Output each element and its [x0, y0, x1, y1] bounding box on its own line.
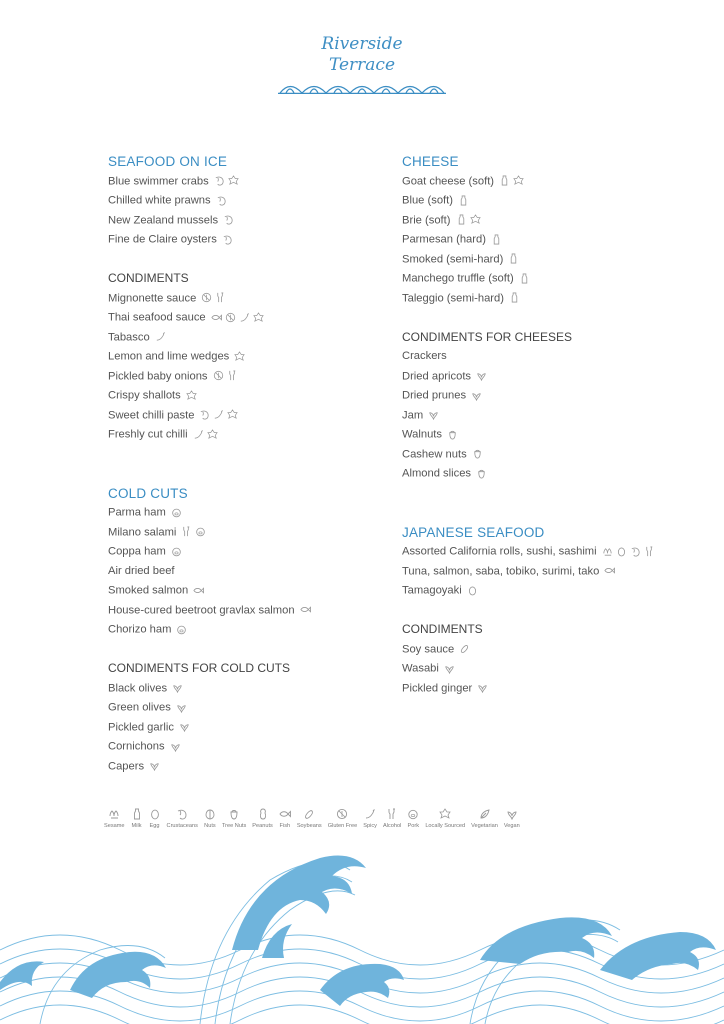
legend-item-spicy	[363, 808, 377, 829]
section-spacer	[402, 601, 702, 621]
fish-icon	[604, 565, 615, 576]
vegetarian-icon	[479, 808, 491, 820]
menu-item-name: Chilled white prawns	[108, 194, 211, 207]
dietary-icons	[201, 289, 229, 309]
vegan-icon	[149, 760, 160, 771]
legend-item-locally-sourced	[425, 808, 465, 829]
menu-item-name: Pickled baby onions	[108, 370, 208, 383]
vegan-icon	[506, 808, 518, 820]
gluten-free-icon	[201, 292, 212, 303]
pork-icon	[195, 526, 206, 537]
menu-item	[108, 503, 388, 523]
dietary-icons	[214, 172, 242, 192]
menu-item-name: Tabasco	[108, 331, 150, 344]
menu-item-name: Taleggio (semi-hard)	[402, 292, 504, 305]
section-spacer	[108, 250, 388, 270]
fish-icon	[300, 604, 311, 615]
pork-icon	[407, 808, 419, 820]
dietary-icons	[149, 757, 163, 777]
legend-item-vegan	[504, 808, 520, 829]
legend-item-sesame	[104, 808, 125, 829]
dietary-icons	[604, 562, 618, 582]
legend-label: Spicy	[363, 823, 377, 829]
dietary-icons	[234, 347, 248, 367]
legend-label: Pork	[407, 823, 420, 829]
menu-item	[108, 601, 388, 621]
menu-item	[402, 425, 702, 445]
locally-sourced-icon	[234, 351, 245, 362]
dietary-icons	[176, 698, 190, 718]
spicy-icon	[193, 429, 204, 440]
legend-label: Milk	[131, 823, 142, 829]
menu-item	[402, 542, 702, 562]
legend-label: Tree Nuts	[221, 823, 247, 829]
milk-icon	[519, 273, 530, 284]
legend-label: Gluten Free	[327, 823, 358, 829]
restaurant-logo	[270, 34, 454, 94]
dietary-icons	[181, 523, 209, 543]
menu-item	[402, 406, 702, 426]
tree-nuts-icon	[476, 468, 487, 479]
pork-icon	[176, 624, 187, 635]
vegan-icon	[444, 663, 455, 674]
soybeans-icon	[303, 808, 315, 820]
locally-sourced-icon	[228, 175, 239, 186]
menu-item	[402, 211, 702, 231]
spicy-icon	[239, 312, 250, 323]
menu-item-name: Green olives	[108, 701, 171, 714]
logo-name-line1: Riverside	[321, 34, 403, 54]
menu-item-name: Dried prunes	[402, 389, 467, 402]
menu-item	[108, 698, 388, 718]
legend-item-nuts	[204, 808, 216, 829]
vegan-icon	[176, 702, 187, 713]
menu-item-name: Blue (soft)	[402, 194, 453, 207]
soybeans-icon	[459, 643, 470, 654]
legend-label: Egg	[149, 823, 160, 829]
egg-icon	[467, 585, 478, 596]
menu-item	[108, 328, 388, 348]
spicy-icon	[213, 409, 224, 420]
legend-label: Fish	[279, 823, 291, 829]
menu-item	[108, 191, 388, 211]
spicy-icon	[155, 331, 166, 342]
menu-item-name: Fine de Claire oysters	[108, 233, 217, 246]
menu-item-name: Tamagoyaki	[402, 584, 462, 597]
menu-item	[108, 425, 388, 445]
logo-wave-icon	[278, 78, 446, 94]
alcohol-icon	[644, 546, 655, 557]
menu-item	[108, 757, 388, 777]
locally-sourced-icon	[186, 390, 197, 401]
menu-item	[108, 718, 388, 738]
legend-item-alcohol	[383, 808, 401, 829]
gluten-free-icon	[213, 370, 224, 381]
fish-icon	[211, 312, 222, 323]
menu-item	[402, 230, 702, 250]
subsection-title: CONDIMENTS FOR CHEESES	[402, 329, 573, 344]
subsection-title: CONDIMENTS	[402, 622, 483, 636]
fish-icon	[279, 808, 291, 820]
section-spacer	[402, 484, 702, 523]
legend-item-milk	[131, 808, 143, 829]
alcohol-icon	[386, 808, 398, 820]
dietary-icons	[499, 172, 527, 192]
dietary-icons	[467, 581, 481, 601]
menu-item	[402, 562, 702, 582]
dietary-icons	[213, 367, 241, 387]
vegan-icon	[170, 741, 181, 752]
crustaceans-icon	[216, 195, 227, 206]
section-title: COLD CUTS	[108, 485, 188, 501]
dietary-icons	[519, 269, 533, 289]
dietary-icons	[471, 386, 485, 406]
vegan-icon	[471, 390, 482, 401]
menu-item	[108, 406, 388, 426]
dietary-icons	[300, 601, 314, 621]
locally-sourced-icon	[513, 175, 524, 186]
section-spacer	[108, 445, 388, 484]
menu-item-name: Freshly cut chilli	[108, 428, 188, 441]
menu-item-name: New Zealand mussels	[108, 214, 219, 227]
legend-item-vegetarian	[471, 808, 498, 829]
locally-sourced-icon	[470, 214, 481, 225]
dietary-icons	[199, 406, 241, 426]
tree-nuts-icon	[447, 429, 458, 440]
menu-item-name: Parma ham	[108, 506, 166, 519]
egg-icon	[149, 808, 161, 820]
dietary-icons	[222, 230, 236, 250]
tree-nuts-icon	[228, 808, 240, 820]
menu-item-name: Blue swimmer crabs	[108, 175, 209, 188]
menu-item	[108, 230, 388, 250]
pork-icon	[171, 546, 182, 557]
dietary-icons	[444, 659, 458, 679]
menu-item-name: Brie (soft)	[402, 214, 451, 227]
menu-item	[402, 269, 702, 289]
legend-label: Soybeans	[296, 823, 322, 829]
menu-item-name: Sweet chilli paste	[108, 409, 195, 422]
menu-item-name: Milano salami	[108, 526, 177, 539]
legend-label: Vegetarian	[471, 823, 498, 829]
vegan-icon	[476, 370, 487, 381]
legend-label: Peanuts	[252, 823, 273, 829]
nuts-icon	[204, 808, 216, 820]
menu-item-name: Crackers	[402, 350, 447, 362]
dietary-icons	[447, 425, 461, 445]
milk-icon	[131, 808, 143, 820]
locally-sourced-icon	[439, 808, 451, 820]
dietary-icons	[211, 308, 267, 328]
milk-icon	[499, 175, 510, 186]
menu-item-name: Pickled garlic	[108, 721, 174, 734]
menu-item-name: Cashew nuts	[402, 448, 467, 461]
menu-item	[402, 367, 702, 387]
egg-icon	[616, 546, 627, 557]
menu-item-name: Black olives	[108, 682, 168, 695]
dietary-icons	[186, 386, 200, 406]
menu-item-name: Chorizo ham	[108, 623, 172, 636]
section-title: SEAFOOD ON ICE	[108, 154, 228, 169]
menu-item	[402, 289, 702, 309]
dietary-icons	[456, 211, 484, 231]
dietary-icons	[170, 737, 184, 757]
menu-item	[402, 679, 702, 699]
menu-item	[108, 542, 388, 562]
menu-item	[108, 211, 388, 231]
tree-nuts-icon	[472, 448, 483, 459]
section-spacer	[108, 640, 388, 660]
milk-icon	[491, 234, 502, 245]
legend-item-crustaceans	[167, 808, 198, 829]
crustaceans-icon	[199, 409, 210, 420]
legend-item-peanuts	[252, 808, 273, 829]
menu-item	[402, 445, 702, 465]
dietary-icons	[472, 445, 486, 465]
menu-item-name: Crispy shallots	[108, 389, 181, 402]
menu-item-name: Jam	[402, 409, 424, 422]
crustaceans-icon	[176, 808, 188, 820]
legend-label: Locally Sourced	[425, 823, 466, 829]
menu-item-name: Cornichons	[108, 740, 165, 753]
section-title: JAPANESE SEAFOOD	[402, 524, 545, 540]
legend-item-tree-nuts	[222, 808, 246, 829]
menu-item-name: House-cured beetroot gravlax salmon	[108, 604, 295, 617]
menu-item-name: Pickled ginger	[402, 682, 473, 695]
pork-icon	[171, 507, 182, 518]
dietary-icons	[509, 289, 523, 309]
legend-label: Crustaceans	[166, 823, 198, 829]
dietary-icons	[602, 542, 658, 562]
wave-decoration	[0, 840, 724, 1024]
crustaceans-icon	[222, 234, 233, 245]
menu-item-name: Almond slices	[402, 467, 472, 480]
menu-column-left	[108, 152, 388, 776]
menu-item	[402, 659, 702, 679]
menu-item-name: Thai seafood sauce	[108, 311, 206, 324]
dietary-icons	[155, 328, 169, 348]
sesame-icon	[602, 546, 613, 557]
dietary-icons	[171, 542, 185, 562]
crustaceans-icon	[630, 546, 641, 557]
gluten-free-icon	[225, 312, 236, 323]
menu-item-name: Wasabi	[402, 662, 439, 675]
legend-item-gluten-free	[328, 808, 358, 829]
crustaceans-icon	[223, 214, 234, 225]
dietary-icons	[458, 191, 472, 211]
menu-item-name: Mignonette sauce	[108, 292, 197, 305]
menu-item	[108, 367, 388, 387]
menu-item-name: Soy sauce	[402, 643, 455, 656]
menu-column-right	[402, 152, 702, 698]
menu-item	[402, 581, 702, 601]
legend-item-pork	[407, 808, 419, 829]
alcohol-icon	[215, 292, 226, 303]
menu-item-name: Coppa ham	[108, 545, 166, 558]
gluten-free-icon	[336, 808, 348, 820]
subsection-title: CONDIMENTS	[108, 271, 189, 285]
allergen-legend	[104, 808, 526, 829]
dietary-icons	[172, 679, 186, 699]
menu-item	[108, 581, 388, 601]
menu-item	[108, 679, 388, 699]
legend-label: Vegan	[503, 823, 520, 829]
fish-icon	[193, 585, 204, 596]
peanuts-icon	[257, 808, 269, 820]
menu-item	[108, 737, 388, 757]
menu-item	[108, 172, 388, 192]
vegan-icon	[172, 682, 183, 693]
legend-label: Nuts	[204, 823, 216, 829]
legend-label: Sesame	[104, 823, 125, 829]
locally-sourced-icon	[253, 312, 264, 323]
dietary-icons	[171, 503, 185, 523]
dietary-icons	[428, 406, 442, 426]
menu-item-name: Tuna, salmon, saba, tobiko, surimi, tako	[402, 565, 600, 578]
menu-item-name: Smoked salmon	[108, 584, 189, 597]
legend-item-fish	[279, 808, 291, 829]
menu-item-name: Manchego truffle (soft)	[402, 272, 514, 285]
menu-item	[108, 523, 388, 543]
vegan-icon	[477, 682, 488, 693]
menu-item	[108, 289, 388, 309]
menu-item	[402, 464, 702, 484]
section-spacer	[402, 308, 702, 328]
crustaceans-icon	[214, 175, 225, 186]
menu-item	[108, 562, 388, 582]
milk-icon	[509, 292, 520, 303]
dietary-icons	[476, 367, 490, 387]
dietary-icons	[459, 640, 473, 660]
menu-item-name: Dried apricots	[402, 370, 472, 383]
menu-item	[108, 386, 388, 406]
dietary-icons	[223, 211, 237, 231]
spicy-icon	[364, 808, 376, 820]
menu-item	[402, 250, 702, 270]
vegan-icon	[428, 409, 439, 420]
sesame-icon	[108, 808, 120, 820]
legend-label: Alcohol	[382, 823, 402, 829]
logo-name-line2: Terrace	[328, 55, 396, 75]
locally-sourced-icon	[227, 409, 238, 420]
dietary-icons	[508, 250, 522, 270]
dietary-icons	[193, 581, 207, 601]
menu-item	[402, 172, 702, 192]
menu-item-name: Smoked (semi-hard)	[402, 253, 504, 266]
menu-item-name: Air dried beef	[108, 564, 175, 577]
menu-item	[402, 347, 702, 367]
menu-item-name: Lemon and lime wedges	[108, 350, 230, 363]
menu-item-name: Assorted California rolls, sushi, sashimi	[402, 545, 597, 558]
section-title: CHEESE	[402, 154, 459, 169]
milk-icon	[456, 214, 467, 225]
milk-icon	[458, 195, 469, 206]
menu-item-name: Capers	[108, 760, 145, 773]
dietary-icons	[193, 425, 221, 445]
dietary-icons	[491, 230, 505, 250]
locally-sourced-icon	[207, 429, 218, 440]
menu-item	[108, 308, 388, 328]
legend-item-egg	[149, 808, 161, 829]
menu-item	[108, 347, 388, 367]
menu-item	[108, 620, 388, 640]
menu-item	[402, 640, 702, 660]
alcohol-icon	[227, 370, 238, 381]
dietary-icons	[476, 464, 490, 484]
alcohol-icon	[181, 526, 192, 537]
dietary-icons	[179, 718, 193, 738]
menu-item-name: Parmesan (hard)	[402, 233, 486, 246]
menu-item-name: Walnuts	[402, 428, 442, 441]
dietary-icons	[216, 191, 230, 211]
menu-item-name: Goat cheese (soft)	[402, 175, 495, 188]
menu-item	[402, 386, 702, 406]
dietary-icons	[477, 679, 491, 699]
menu-item	[402, 191, 702, 211]
dietary-icons	[176, 620, 190, 640]
vegan-icon	[179, 721, 190, 732]
milk-icon	[508, 253, 519, 264]
subsection-title: CONDIMENTS FOR COLD CUTS	[108, 661, 291, 675]
legend-item-soybeans	[297, 808, 322, 829]
